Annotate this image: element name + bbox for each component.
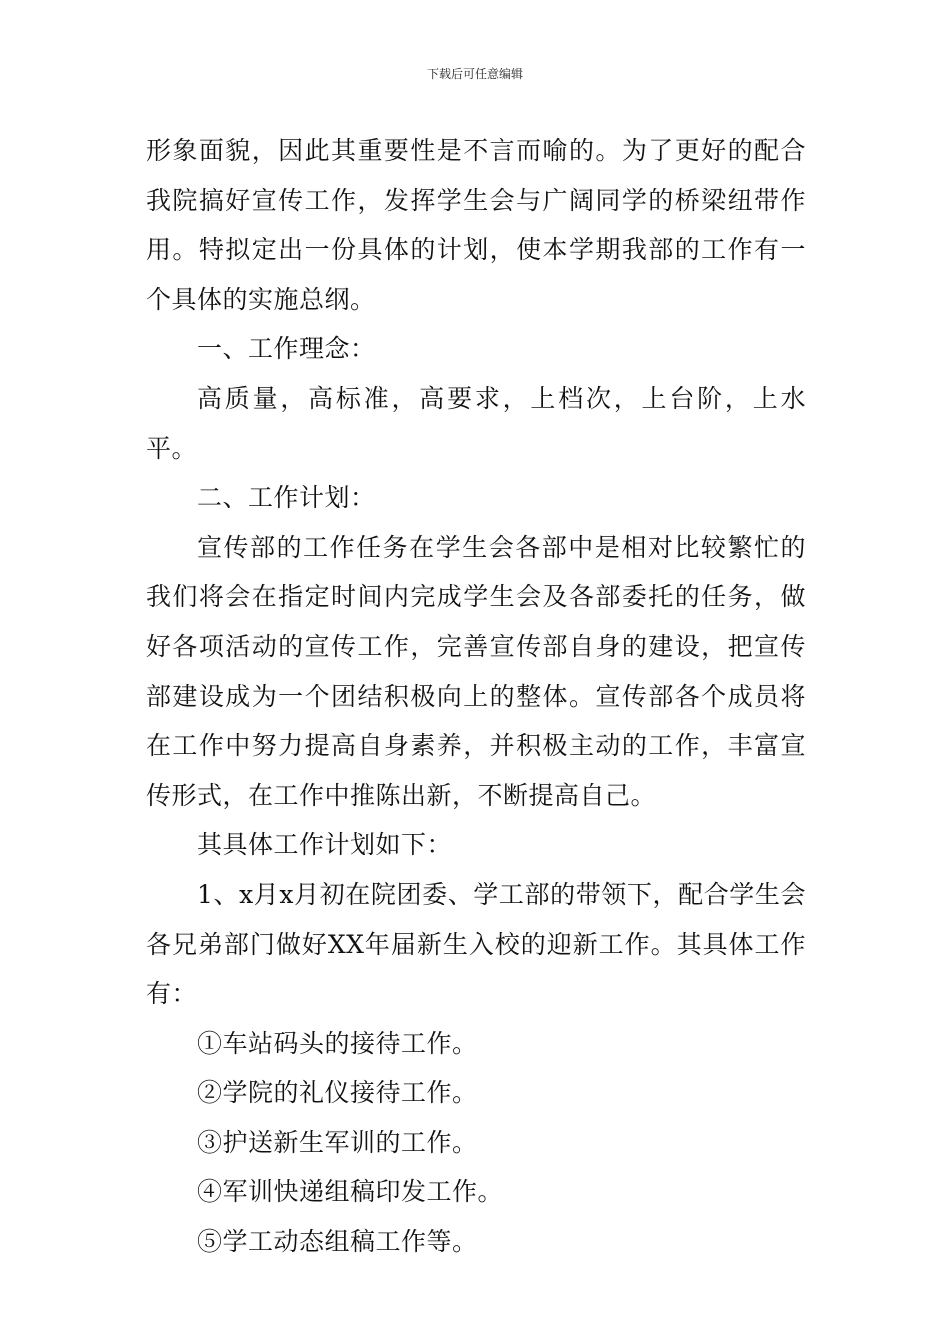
- heading-work-philosophy: 一、工作理念：: [197, 334, 376, 364]
- list-item: ①车站码头的接待工作。: [197, 1028, 478, 1058]
- paragraph-item-1: 1、x月x月初在院团委、学工部的带领下，配合学生会各兄弟部门做好XX年届新生入校的迎新工作。其具体工作有：: [146, 879, 806, 1009]
- paragraph-plan-intro: 其具体工作计划如下：: [197, 830, 453, 860]
- page-header-note: 下载后可任意编辑: [426, 67, 523, 81]
- document-body: [146, 126, 806, 1267]
- paragraph-work-plan: 宣传部的工作任务在学生会各部中是相对比较繁忙的我们将会在指定时间内完成学生会及各部委托的任务，做好各项活动的宣传工作，完善宣传部自身的建设，把宣传部建设成为一个团结积极向上的整体。宣传部各个成员将在工作中努力提高自身素养，并积极主动的工作，丰富宣传形式，在工作中推陈出新，不断提高自己。: [146, 532, 806, 810]
- list-item: ②学院的礼仪接待工作。: [197, 1078, 478, 1108]
- paragraph-work-philosophy: 高质量，高标准，高要求，上档次，上台阶，上水平。: [146, 383, 806, 463]
- list-item: ③护送新生军训的工作。: [197, 1127, 478, 1157]
- list-item: ⑤学工动态组稿工作等。: [197, 1227, 478, 1257]
- list-item: ④军训快递组稿印发工作。: [197, 1177, 504, 1207]
- heading-work-plan: 二、工作计划：: [197, 483, 376, 513]
- paragraph-intro: 形象面貌，因此其重要性是不言而喻的。为了更好的配合我院搞好宣传工作，发挥学生会与广阔同学的桥梁纽带作用。特拟定出一份具体的计划，使本学期我部的工作有一个具体的实施总纲。: [146, 136, 806, 314]
